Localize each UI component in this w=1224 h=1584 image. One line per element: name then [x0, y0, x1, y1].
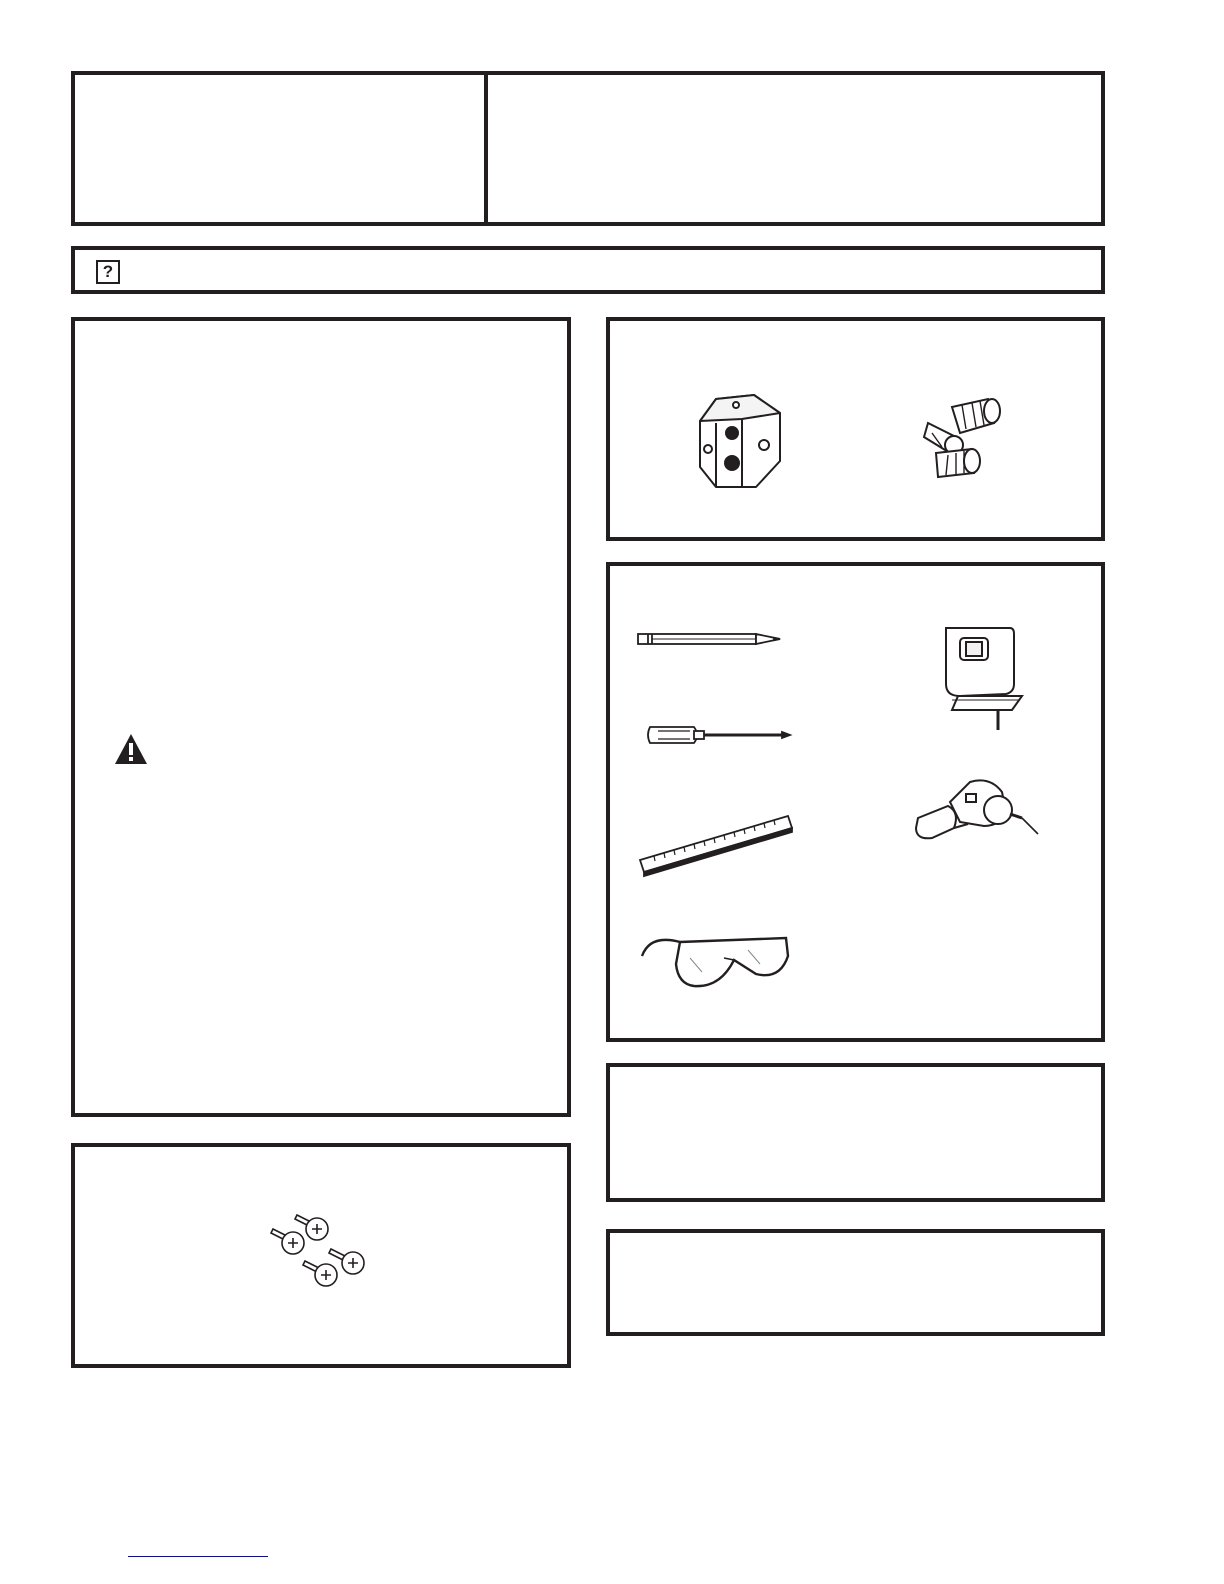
jigsaw-icon [938, 624, 1028, 734]
notes-panel [606, 1229, 1105, 1336]
help-icon: ? [96, 260, 120, 284]
materials-panel [606, 1063, 1105, 1202]
header-box [71, 71, 1105, 226]
parts-included-panel [71, 1143, 571, 1368]
safety-instructions-panel [71, 317, 571, 1117]
wire-nuts-icon [922, 397, 1006, 481]
junction-box-icon [696, 393, 786, 493]
ruler-icon [636, 812, 794, 880]
wood-screws-icon [269, 1209, 379, 1291]
tools-needed-panel [606, 562, 1105, 1042]
parts-not-included-panel [606, 317, 1105, 541]
drill-icon [910, 772, 1042, 848]
screwdriver-icon [644, 721, 794, 749]
warning-triangle-icon [113, 732, 149, 766]
pencil-icon [636, 630, 786, 648]
questions-bar [71, 246, 1105, 294]
header-divider [484, 71, 488, 226]
safety-glasses-icon [640, 928, 792, 990]
footer-link[interactable] [128, 1556, 268, 1557]
